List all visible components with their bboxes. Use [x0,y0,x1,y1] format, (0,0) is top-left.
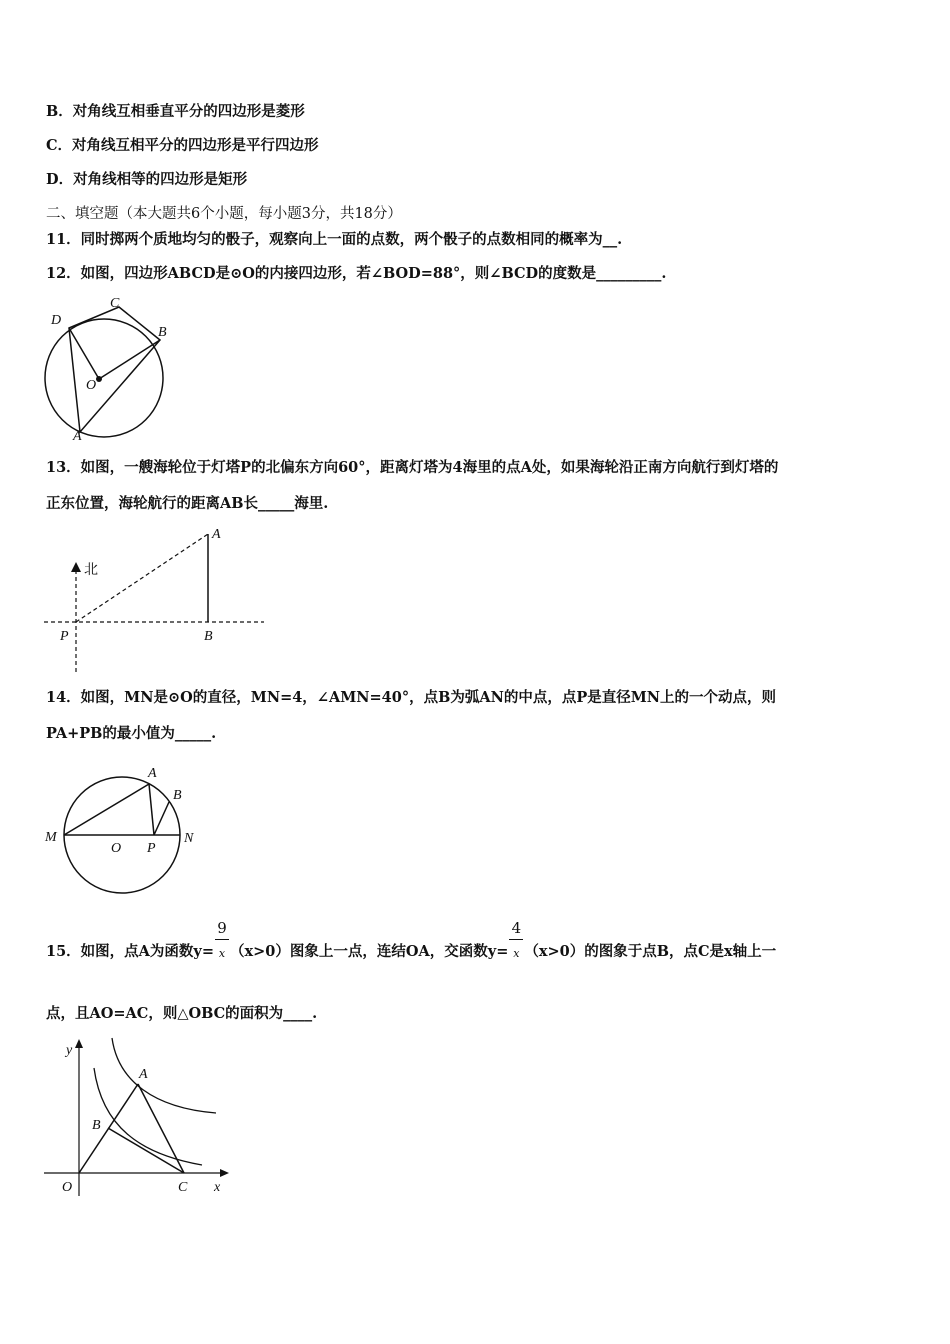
option-d: D．对角线相等的四边形是矩形 [46,171,248,188]
label-b: B [204,629,213,644]
question-14-line2: PA+PB的最小值为_____. [46,725,217,742]
option-c: C．对角线互相平分的四边形是平行四边形 [46,137,319,154]
fraction-9-over-x: $\frac{9}{x}$ [214,942,230,962]
question-13-line1: 13．如图，一艘海轮位于灯塔P的北偏东方向60°，距离灯塔为4海里的点A处，如果海轮沿正南方向航行到灯塔的 [46,459,779,476]
label-b: B [92,1118,101,1133]
label-a: A [148,766,157,781]
fraction-4-over-x: $\frac{4}{x}$ [508,942,524,962]
figure-13-lighthouse [44,524,269,674]
question-15-line1: 15．如图，点A为函数y= $\frac{9}{x}$ （x>0）图象上一点，连结OA，交函数y= $\frac{4}{x}$ （x>0）的图象于点B，点C是x轴上一 [46,919,777,960]
label-a: A [212,527,221,542]
label-o: O [62,1180,73,1195]
figure-14-circle [42,760,202,900]
question-11: 11．同时掷两个质地均匀的骰子，观察向上一面的点数，两个骰子的点数相同的概率为__. [46,231,623,248]
question-12: 12．如图，四边形ABCD是⊙O的内接四边形，若∠BOD=88°，则∠BCD的度数是_________. [46,265,667,282]
label-north: 北 [84,563,98,578]
label-p: P [147,841,156,856]
label-b: B [158,325,167,340]
label-c: C [178,1180,188,1195]
figure-15-graph [44,1036,234,1201]
question-14-line1: 14．如图，MN是⊙O的直径，MN=4，∠AMN=40°，点B为弧AN的中点，点P是直径MN上的一个动点，则 [46,689,777,706]
label-b: B [173,788,182,803]
label-a: A [139,1067,148,1082]
label-m: M [45,830,57,845]
label-x: x [214,1180,221,1195]
label-n: N [184,831,194,846]
label-c: C [110,296,120,311]
label-d: D [51,313,62,328]
question-15-line2: 点，且AO=AC，则△OBC的面积为____. [46,1005,318,1022]
option-b: B．对角线互相垂直平分的四边形是菱形 [46,103,305,120]
figure-12-circle [40,292,175,442]
label-p: P [60,629,69,644]
label-y: y [66,1043,73,1058]
label-o: O [86,378,97,393]
label-o: O [111,841,122,856]
section-title: 二、填空题（本大题共6个小题，每小题3分，共18分） [46,206,402,222]
question-13-line2: 正东位置，海轮航行的距离AB长_____海里. [46,495,329,512]
label-a: A [73,429,82,442]
